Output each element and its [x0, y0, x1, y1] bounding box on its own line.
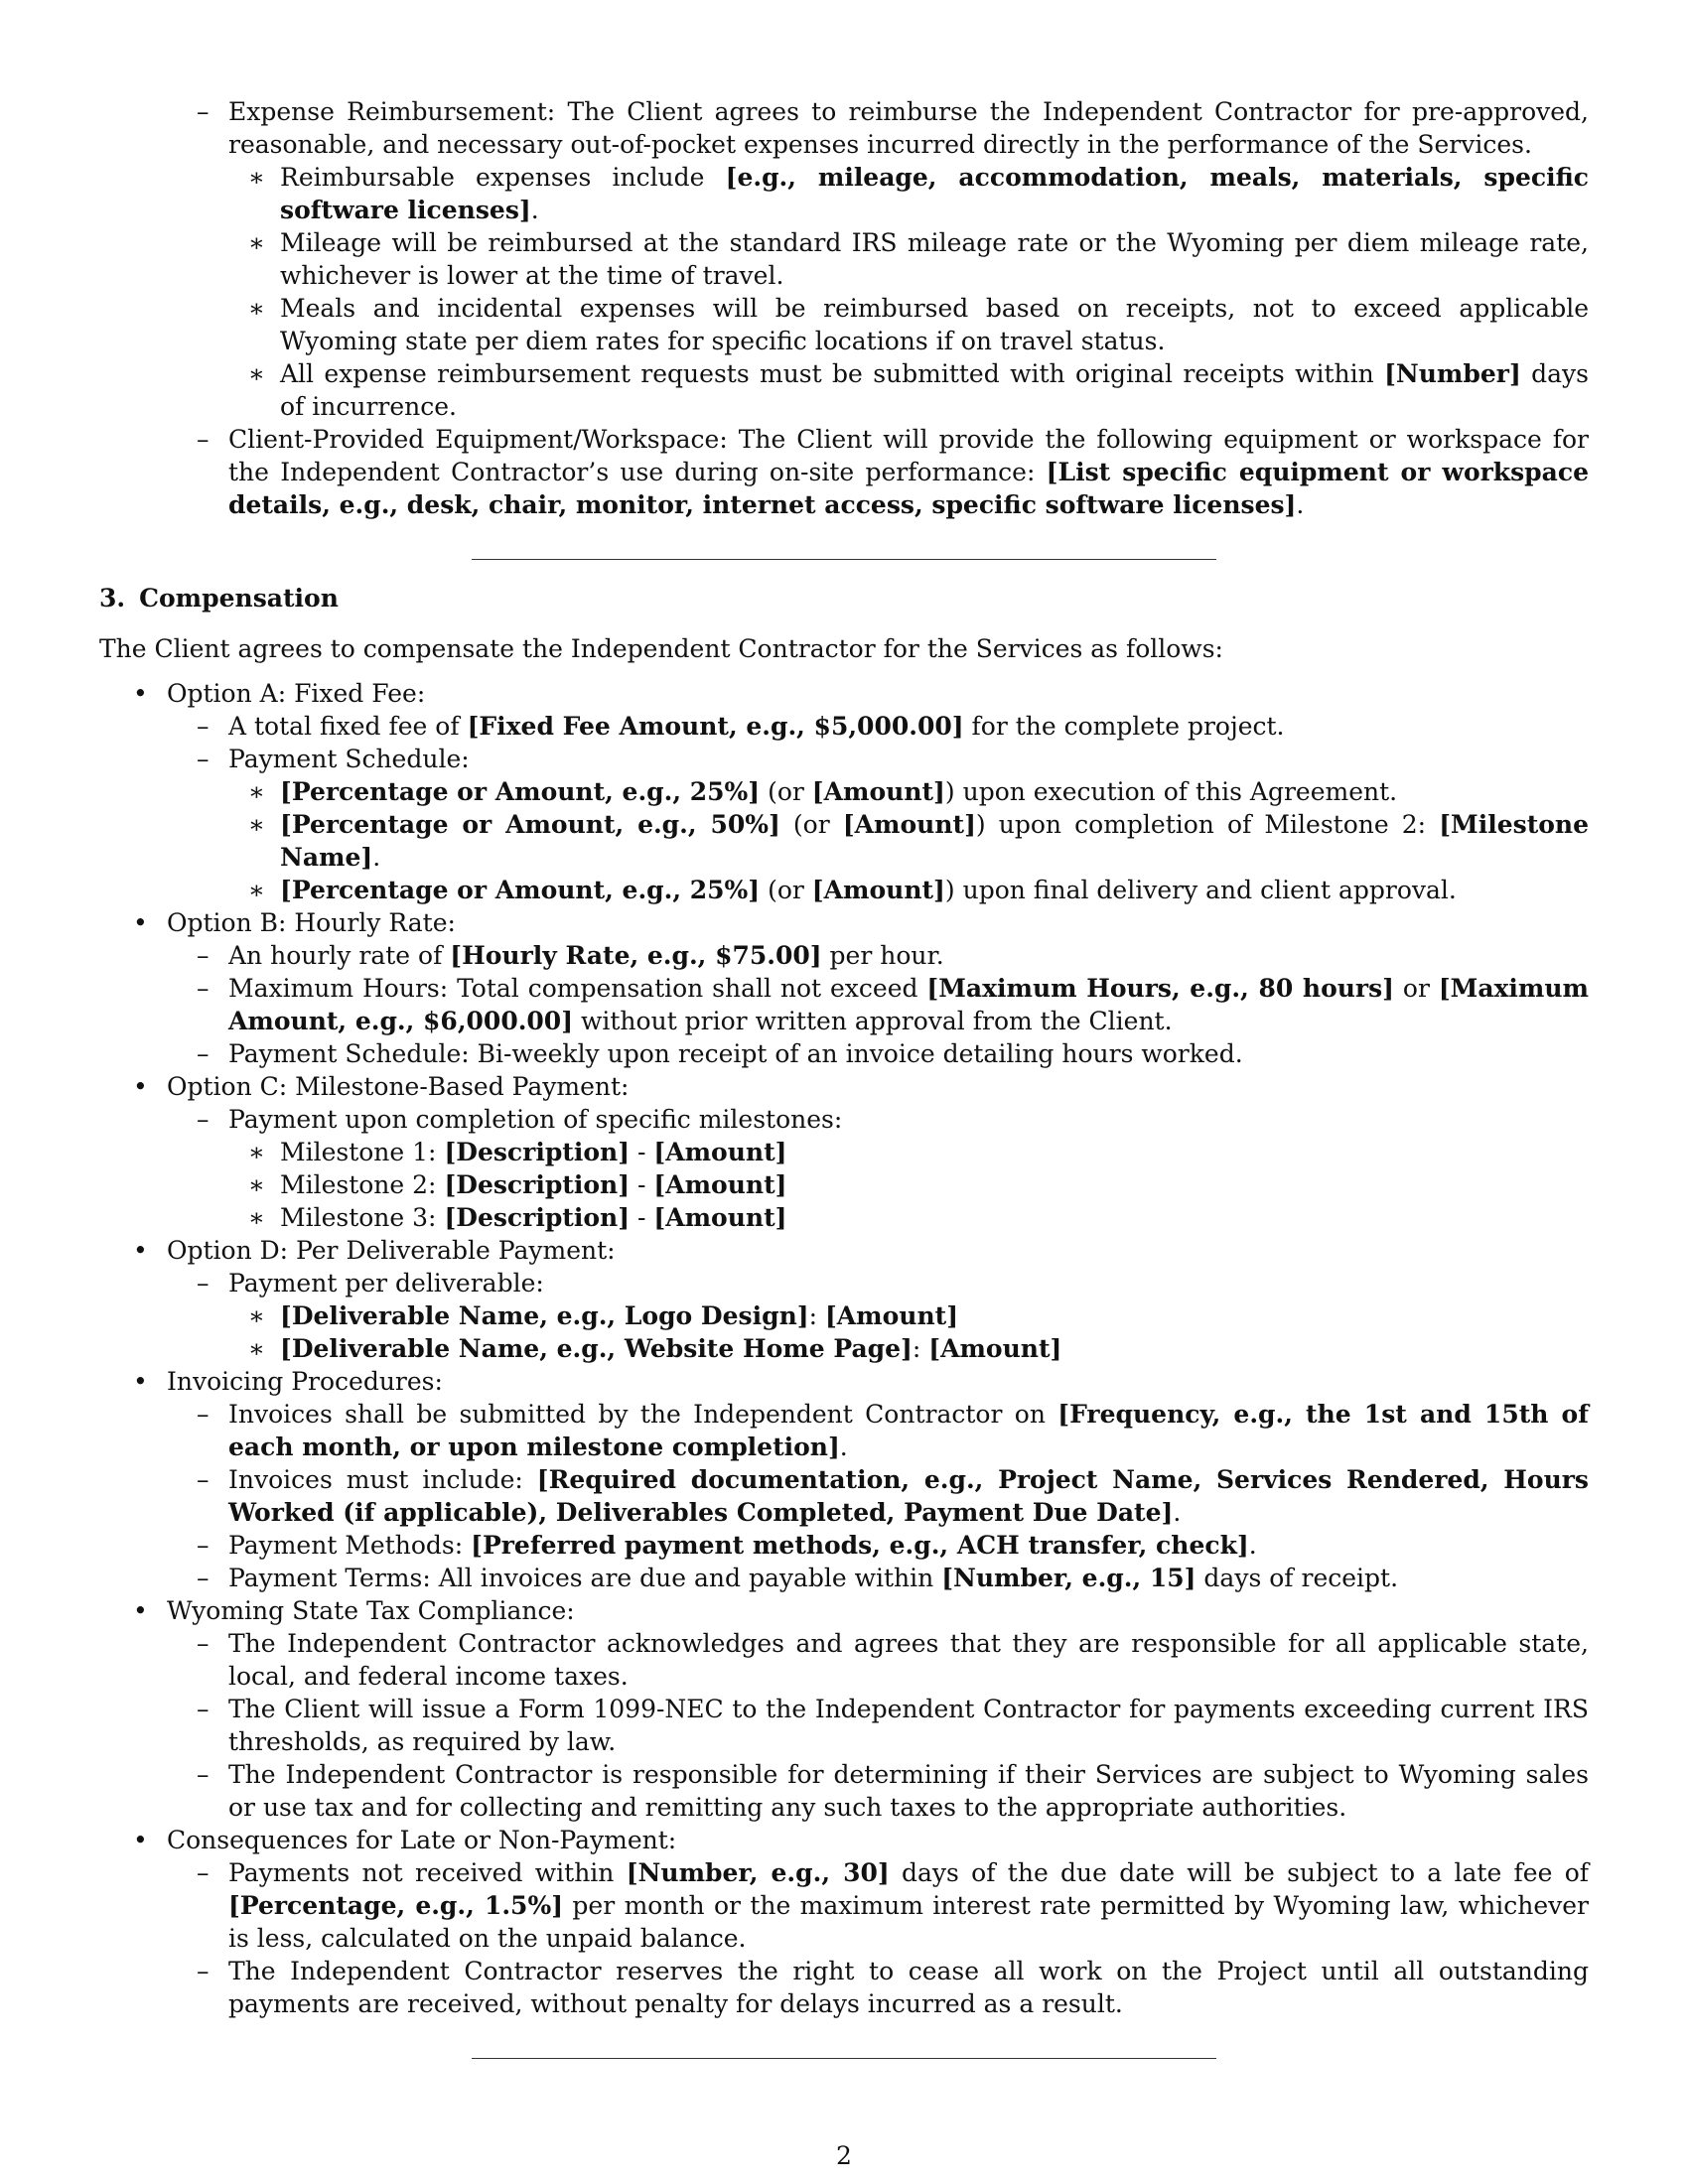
hourly-schedule-item: – Payment Schedule: Bi-weekly upon receipt of an invoice detailing hours worked. — [197, 1039, 1243, 1068]
tax-compliance-item: • Wyoming State Tax Compliance: — [133, 1596, 575, 1625]
dash-marker: – — [197, 1695, 210, 1723]
tax-item: – The Client will issue a Form 1099-NEC to the Independent Contractor for payments exceeding current IRS thresholds, as required by law. — [197, 1695, 1589, 1756]
bullet-marker: • — [133, 1367, 148, 1396]
fixed-fee-item: – A total fixed fee of [Fixed Fee Amount, e.g., $5,000.00] for the complete project. — [197, 712, 1285, 741]
dash-marker: – — [197, 1629, 210, 1658]
client-equipment-item: – Client-Provided Equipment/Workspace: The Client will provide the following equipment or workspace for the Independent Contractor’s use during on-site performance: [List specific equipment or workspace details, e.g., desk, chair, monitor, internet access, specific software licenses]. — [197, 425, 1589, 519]
expense-reimbursement-item — [99, 95, 1589, 161]
payment-methods-item: – Payment Methods: [Preferred payment methods, e.g., ACH transfer, check]. — [197, 1531, 1257, 1560]
section-divider — [472, 2058, 1216, 2059]
bullet-marker: • — [133, 1596, 148, 1625]
section-number: 3. — [99, 584, 126, 613]
cease-work-item: – The Independent Contractor reserves the right to cease all work on the Project until all outstanding payments are received, without penalty for delays incurred as a result. — [197, 1957, 1589, 2018]
dash-marker: – — [197, 1531, 210, 1560]
dash-marker: – — [197, 1039, 210, 1068]
schedule-entry: ∗ [Percentage or Amount, e.g., 50%] (or [Amount]) upon completion of Milestone 2: [Milestone Name]. — [248, 810, 1589, 872]
section-divider — [472, 559, 1216, 560]
star-marker: ∗ — [248, 294, 265, 323]
payment-schedule-item: – Payment Schedule: — [197, 745, 470, 773]
star-marker: ∗ — [248, 876, 265, 904]
milestone-entry: ∗ Milestone 3: [Description] - [Amount] — [248, 1203, 787, 1232]
dash-marker: – — [197, 1760, 210, 1789]
meals-item: ∗ Meals and incidental expenses will be reimbursed based on receipts, not to exceed applicable Wyoming state per diem rates for specific locations if on travel status. — [248, 294, 1589, 355]
deliverable-intro-item: – Payment per deliverable: — [197, 1269, 544, 1297]
star-marker: ∗ — [248, 810, 265, 839]
dash-marker: – — [197, 1858, 210, 1887]
section-intro: The Client agrees to compensate the Independent Contractor for the Services as follows: — [99, 634, 1223, 663]
dash-marker: – — [197, 97, 210, 126]
invoicing-item: • Invoicing Procedures: — [133, 1367, 443, 1396]
dash-marker: – — [197, 941, 210, 970]
dash-marker: – — [197, 425, 210, 454]
star-marker: ∗ — [248, 359, 265, 388]
bullet-marker: • — [133, 1072, 148, 1101]
star-marker: ∗ — [248, 1138, 265, 1166]
schedule-entry: ∗ [Percentage or Amount, e.g., 25%] (or [Amount]) upon execution of this Agreement. — [248, 777, 1398, 806]
deliverable-entry: ∗ [Deliverable Name, e.g., Logo Design]: [Amount] — [248, 1301, 959, 1330]
dash-marker: – — [197, 974, 210, 1003]
tax-item: – The Independent Contractor is responsible for determining if their Services are subject to Wyoming sales or use tax and for collecting and remitting any such taxes to the appropriate authorities. — [197, 1760, 1589, 1822]
page-number: 2 — [836, 2141, 852, 2170]
star-marker: ∗ — [248, 1170, 265, 1199]
star-marker: ∗ — [248, 1301, 265, 1330]
mileage-item: ∗ Mileage will be reimbursed at the standard IRS mileage rate or the Wyoming per diem mileage rate, whichever is lower at the time of travel. — [248, 228, 1589, 290]
late-payment-item: • Consequences for Late or Non-Payment: — [133, 1826, 677, 1854]
option-d-item: • Option D: Per Deliverable Payment: — [133, 1236, 616, 1265]
milestone-intro-item: – Payment upon completion of specific milestones: — [197, 1105, 843, 1134]
option-c-item: • Option C: Milestone-Based Payment: — [133, 1072, 630, 1101]
star-marker: ∗ — [248, 777, 265, 806]
star-marker: ∗ — [248, 228, 265, 257]
star-marker: ∗ — [248, 1203, 265, 1232]
star-marker: ∗ — [248, 163, 265, 192]
invoice-contents-item: – Invoices must include: [Required documentation, e.g., Project Name, Services Rendered, Hours Worked (if applicable), Deliverables Completed, Payment Due Date]. — [197, 1465, 1590, 1527]
dash-marker: – — [197, 1400, 210, 1429]
dash-marker: – — [197, 1105, 210, 1134]
maximum-hours-item: – Maximum Hours: Total compensation shall not exceed [Maximum Hours, e.g., 80 hours] or [Maximum Amount, e.g., $6,000.00] without prior written approval from the Client. — [197, 974, 1590, 1035]
bullet-marker: • — [133, 1826, 148, 1854]
receipts-item: ∗ All expense reimbursement requests must be submitted with original receipts within [Number] days of incurrence. — [248, 359, 1589, 421]
deliverable-entry: ∗ [Deliverable Name, e.g., Website Home Page]: [Amount] — [248, 1334, 1062, 1363]
option-a-item: • Option A: Fixed Fee: — [133, 679, 426, 708]
hourly-rate-item: – An hourly rate of [Hourly Rate, e.g., $75.00] per hour. — [197, 941, 944, 970]
star-marker: ∗ — [248, 1334, 265, 1363]
option-b-item: • Option B: Hourly Rate: — [133, 908, 456, 937]
late-fee-item: – Payments not received within [Number, e.g., 30] days of the due date will be subject to a late fee of [Percentage, e.g., 1.5%] per month or the maximum interest rate permitted by Wyoming law, whichever is less, calculated on the unpaid balance. — [197, 1858, 1590, 1953]
milestone-entry: ∗ Milestone 1: [Description] - [Amount] — [248, 1138, 787, 1166]
milestone-entry: ∗ Milestone 2: [Description] - [Amount] — [248, 1170, 787, 1199]
section-title: Compensation — [139, 584, 339, 613]
bullet-marker: • — [133, 1236, 148, 1265]
payment-terms-item: – Payment Terms: All invoices are due and payable within [Number, e.g., 15] days of receipt. — [197, 1564, 1399, 1592]
tax-item: – The Independent Contractor acknowledges and agrees that they are responsible for all applicable state, local, and federal income taxes. — [197, 1629, 1589, 1691]
bullet-marker: • — [133, 679, 148, 708]
dash-marker: – — [197, 712, 210, 741]
schedule-entry: ∗ [Percentage or Amount, e.g., 25%] (or [Amount]) upon final delivery and client approval. — [248, 876, 1457, 904]
dash-marker: – — [197, 1269, 210, 1297]
expense-reimbursement-text: Expense Reimbursement: The Client agrees to reimburse the Independent Contractor for pre-approved, reasonable, and necessary out-of-pocket expenses incurred directly in the performance of the Services. — [228, 97, 1589, 159]
section-heading — [99, 582, 1589, 614]
dash-marker: – — [197, 1564, 210, 1592]
bullet-marker: • — [133, 908, 148, 937]
dash-marker: – — [197, 1957, 210, 1985]
dash-marker: – — [197, 745, 210, 773]
dash-marker: – — [197, 1465, 210, 1494]
reimbursable-expenses-item: ∗ Reimbursable expenses include [e.g., mileage, accommodation, meals, materials, specific software licenses]. — [248, 163, 1589, 224]
invoice-frequency-item: – Invoices shall be submitted by the Independent Contractor on [Frequency, e.g., the 1st and 15th of each month, or upon milestone completion]. — [197, 1400, 1589, 1461]
